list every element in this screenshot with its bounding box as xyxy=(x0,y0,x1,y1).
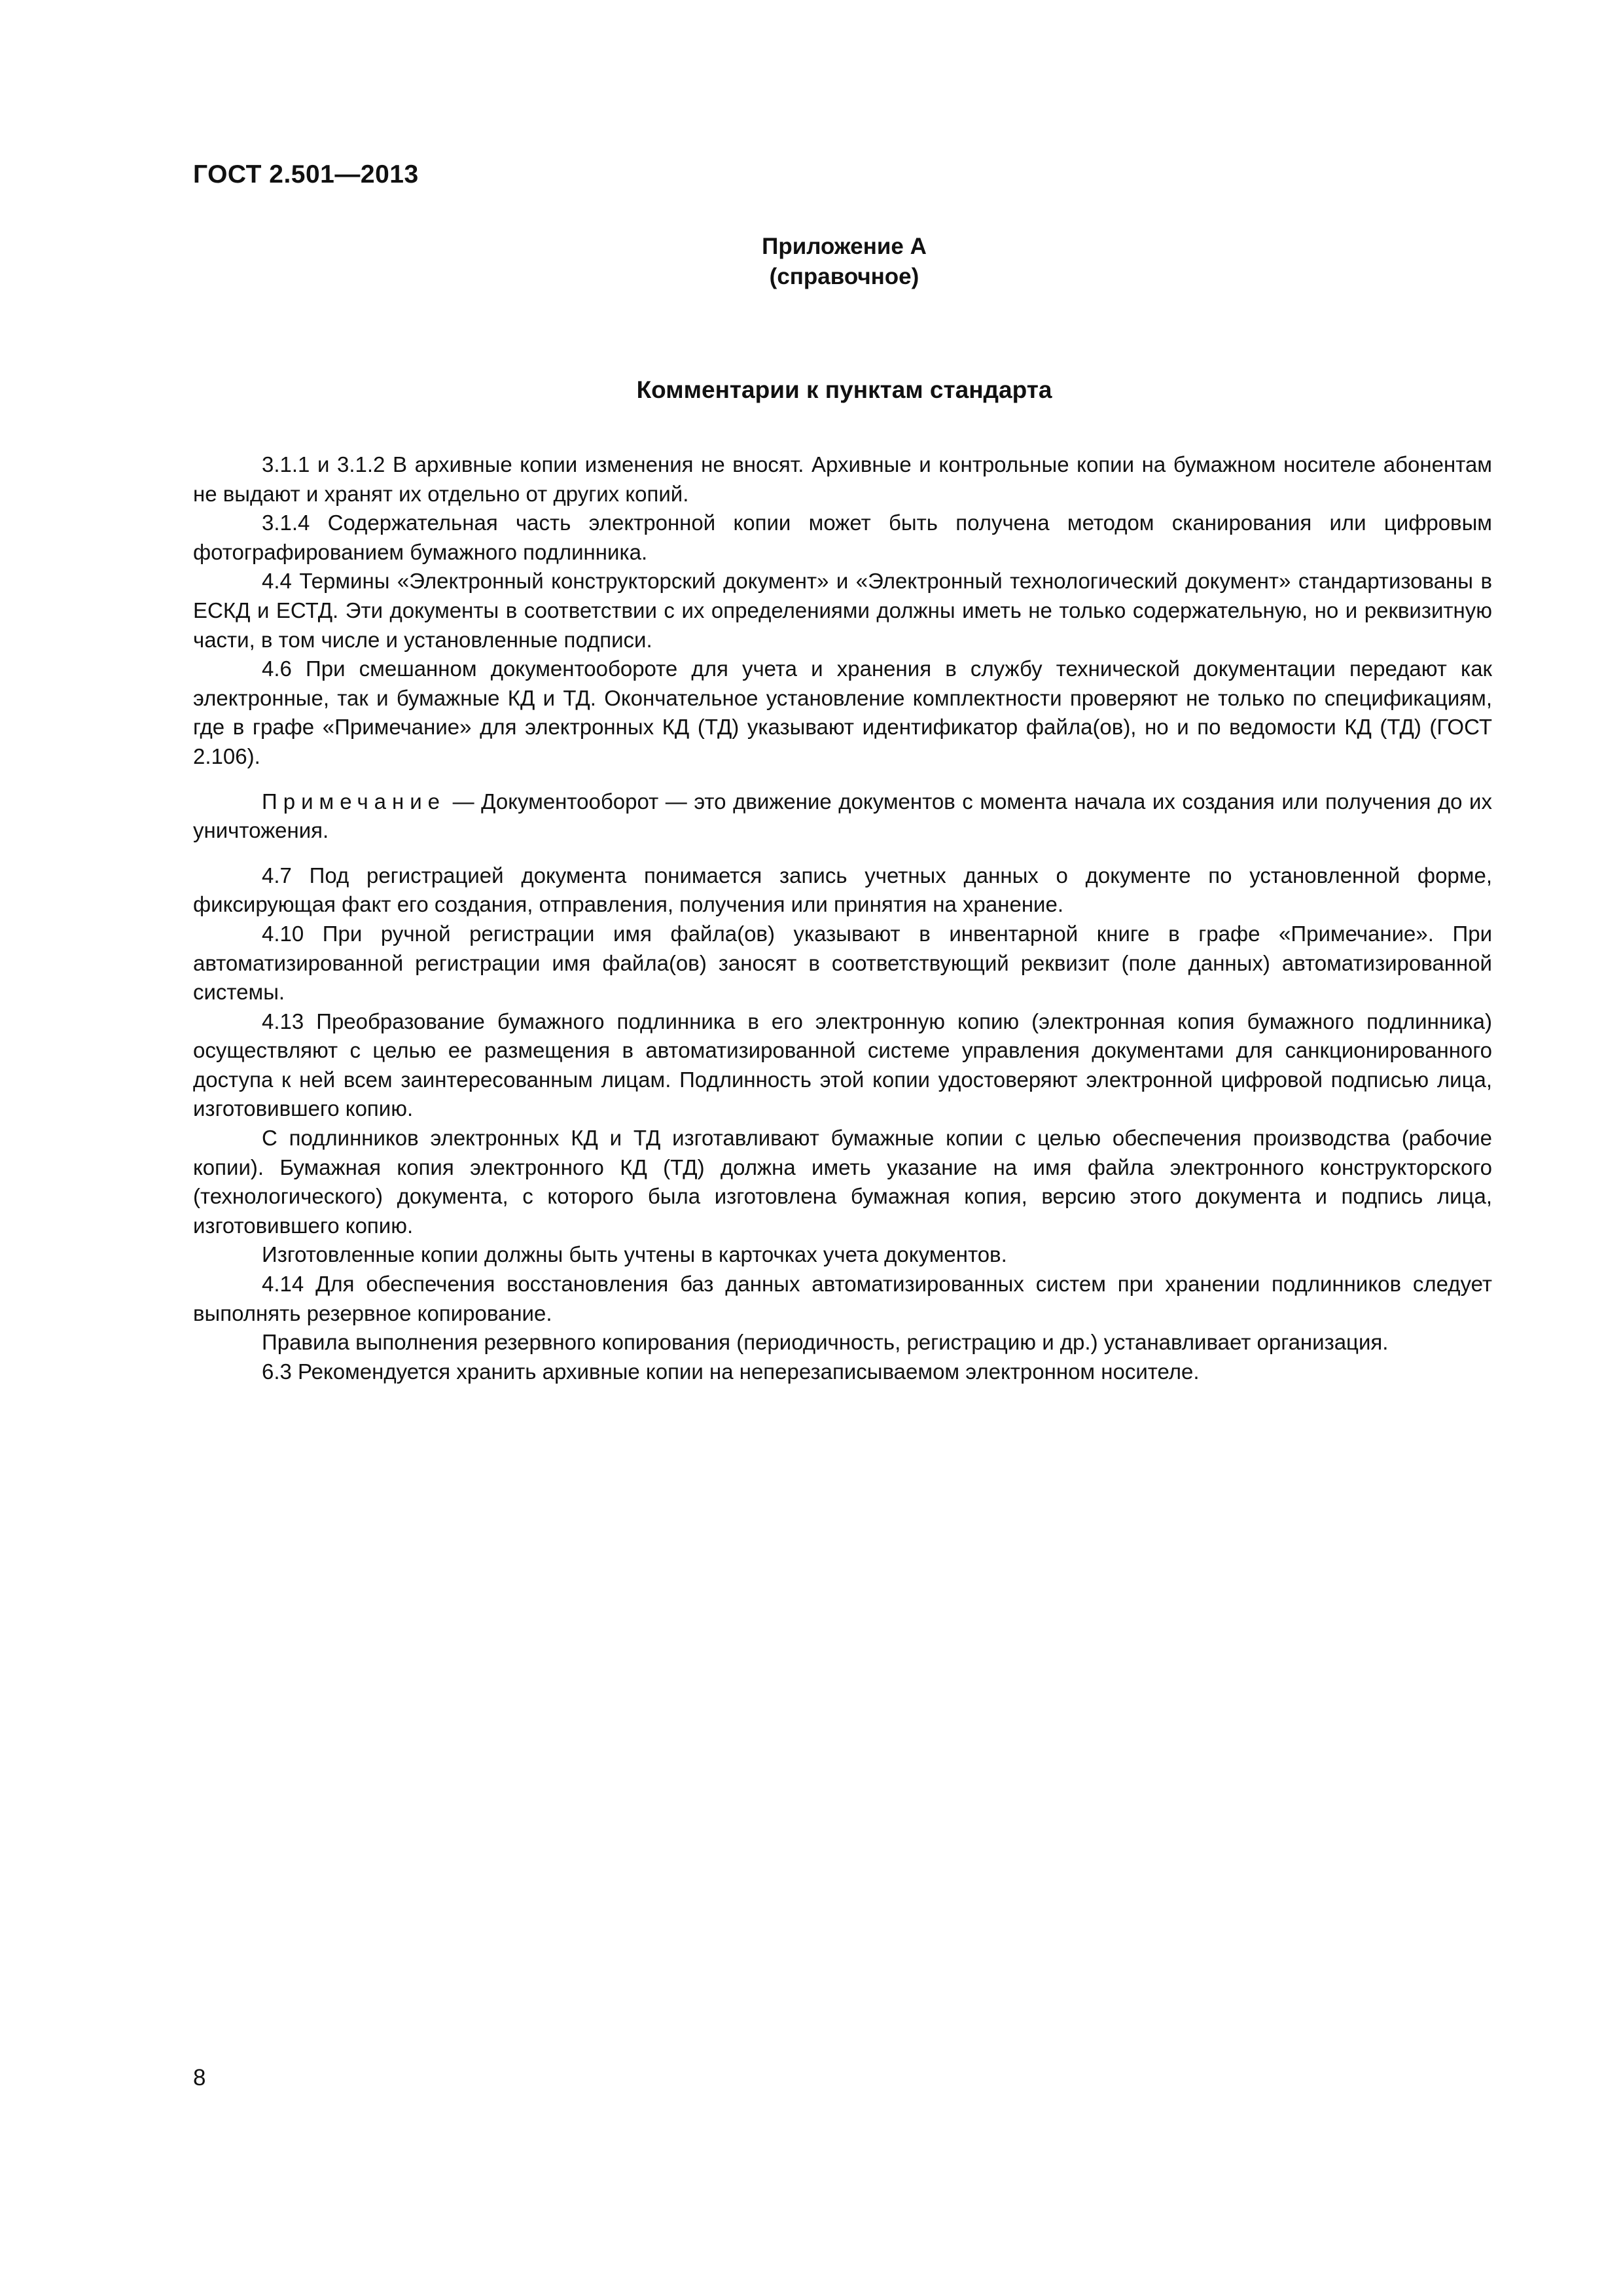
appendix-block xyxy=(713,232,975,292)
document-code: ГОСТ 2.501—2013 xyxy=(193,160,419,188)
paragraph-copies-registered: Изготовленные копии должны быть учтены в карточках учета документов. xyxy=(262,1242,1007,1267)
section-heading: Комментарии к пунктам стандарта xyxy=(636,376,1052,403)
paragraph-4-13: 4.13 Преобразование бумажного подлинника в его электронную копию (электронная копия бумажного подлинника) осуществляют с целью ее размещения в автоматизированной системе управления документами для санкционированного доступа к ней всем заинтересованным лицам. Подлинность этой копии удостоверяют электронной цифровой подписью лица, изготовившего копию. xyxy=(193,1009,1492,1121)
paragraph-4-10: 4.10 При ручной регистрации имя файла(ов) указывают в инвентарной книге в графе «Примечание». При автоматизированной регистрации имя файла(ов) заносят в соответствующий реквизит (поле данных) автоматизированной системы. xyxy=(193,921,1492,1005)
note-text: — Документооборот — это движение документов с момента начала их создания или получения до их уничтожения. xyxy=(193,789,1492,843)
document-body xyxy=(193,450,1492,1386)
paragraph-4-4: 4.4 Термины «Электронный конструкторский документ» и «Электронный технологический документ» стандартизованы в ЕСКД и ЕСТД. Эти документы в соответствии с их определениями должны иметь не только содержательную, но и реквизитную части, в том числе и установленные подписи. xyxy=(193,569,1492,652)
paragraph-4-7: 4.7 Под регистрацией документа понимается запись учетных данных о документе по установленной форме, фиксирующая факт его создания, отправления, получения или принятия на хранение. xyxy=(193,863,1492,917)
appendix-type: (справочное) xyxy=(769,264,919,289)
note-label: Примечание xyxy=(262,789,446,814)
paragraph-paper-copies: С подлинников электронных КД и ТД изготавливают бумажные копии с целью обеспечения производства (рабочие копии). Бумажная копия электронного КД (ТД) должна иметь указание на имя файла электронного конструкторского (технологического) документа, с которого была изготовлена бумажная копия, версию этого документа и подпись лица, изготовившего копию. xyxy=(193,1126,1492,1238)
note-paragraph xyxy=(193,787,1492,846)
paragraph-3-1-4: 3.1.4 Содержательная часть электронной копии может быть получена методом сканирования или цифровым фотографированием бумажного подлинника. xyxy=(193,511,1492,564)
page-number: 8 xyxy=(193,2065,206,2090)
paragraph-3-1-1: 3.1.1 и 3.1.2 В архивные копии изменения не вносят. Архивные и контрольные копии на бумажном носителе абонентам не выдают и хранят их отдельно от других копий. xyxy=(193,452,1492,506)
paragraph-6-3: 6.3 Рекомендуется хранить архивные копии на неперезаписываемом электронном носителе. xyxy=(262,1359,1200,1384)
paragraph-4-6: 4.6 При смешанном документообороте для учета и хранения в службу технической документации передают как электронные, так и бумажные КД и ТД. Окончательное установление комплектности проверяют не только по спецификациям, где в графе «Примечание» для электронных КД (ТД) указывают идентификатор файла(ов), но и по ведомости КД (ТД) (ГОСТ 2.106). xyxy=(193,656,1492,768)
appendix-title: Приложение А xyxy=(762,234,927,259)
paragraph-4-14: 4.14 Для обеспечения восстановления баз данных автоматизированных систем при хранении подлинников следует выполнять резервное копирование. xyxy=(193,1272,1492,1325)
paragraph-backup-rules: Правила выполнения резервного копирования (периодичность, регистрацию и др.) устанавливает организация. xyxy=(262,1330,1389,1355)
